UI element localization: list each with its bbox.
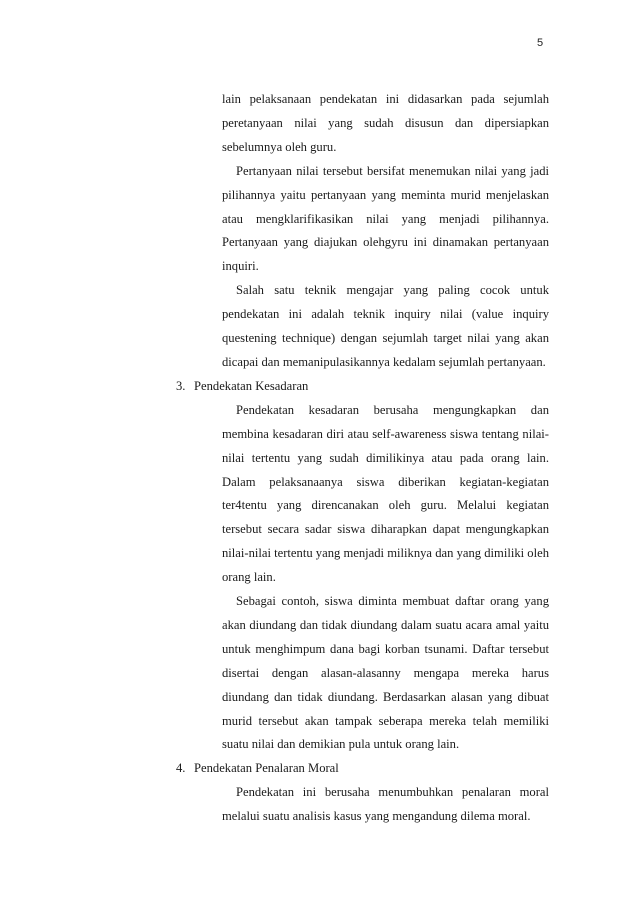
section-number: 4. [176,761,186,776]
paragraph: Pendekatan ini berusaha menumbuhkan penalaran moral melalui suatu analisis kasus yang mengandung dilema moral. [222,785,549,824]
paragraph: Salah satu teknik mengajar yang paling cocok untuk pendekatan ini adalah teknik inquiry nilai (value inquiry questening technique) dengan sejumlah target nilai yang akan dicapai dan memanipulasikannya kedalam sejumlah pertanyaan. [222,283,549,369]
page-number: 5 [537,37,544,49]
section-heading [176,757,549,781]
document-body [176,88,549,829]
section-heading [176,375,549,399]
section-number: 3. [176,378,186,393]
paragraph: lain pelaksanaan pendekatan ini didasarkan pada sejumlah peretanyaan nilai yang sudah disusun dan dipersiapkan sebelumnya oleh guru. [222,92,549,154]
paragraph: Pendekatan kesadaran berusaha mengungkapkan dan membina kesadaran diri atau self-awareness siswa tentang nilai-nilai tertentu yang sudah dimilikinya atau pada orang lain. Dalam pelaksanaanya siswa diberikan kegiatan-kegiatan ter4tentu yang direncanakan oleh guru. Melalui kegiatan tersebut secara sadar siswa diharapkan dapat mengungkapkan nilai-nilai tertentu yang menjadi miliknya dan yang dimiliki oleh orang lain. [222,402,549,585]
paragraph: Sebagai contoh, siswa diminta membuat daftar orang yang akan diundang dan tidak diundang dalam suatu acara amal yaitu untuk menghimpum dana bagi korban tsunami. Daftar tersebut disertai dengan alasan-alasanny mengapa mereka harus diundang dan tidak diundang. Berdasarkan alasan yang dibuat murid tersebut akan tampak seberapa mereka telah memiliki suatu nilai dan demikian pula untuk orang lain. [222,594,549,752]
section-title: Pendekatan Kesadaran [194,378,309,393]
paragraph: Pertanyaan nilai tersebut bersifat menemukan nilai yang jadi pilihannya yaitu pertanyaan yang meminta murid menjelaskan atau mengklarifikasikan nilai yang menjadi pilihannya. Pertanyaan yang diajukan olehgyru ini dinamakan pertanyaan inquiri. [222,163,549,274]
section-title: Pendekatan Penalaran Moral [194,761,339,776]
